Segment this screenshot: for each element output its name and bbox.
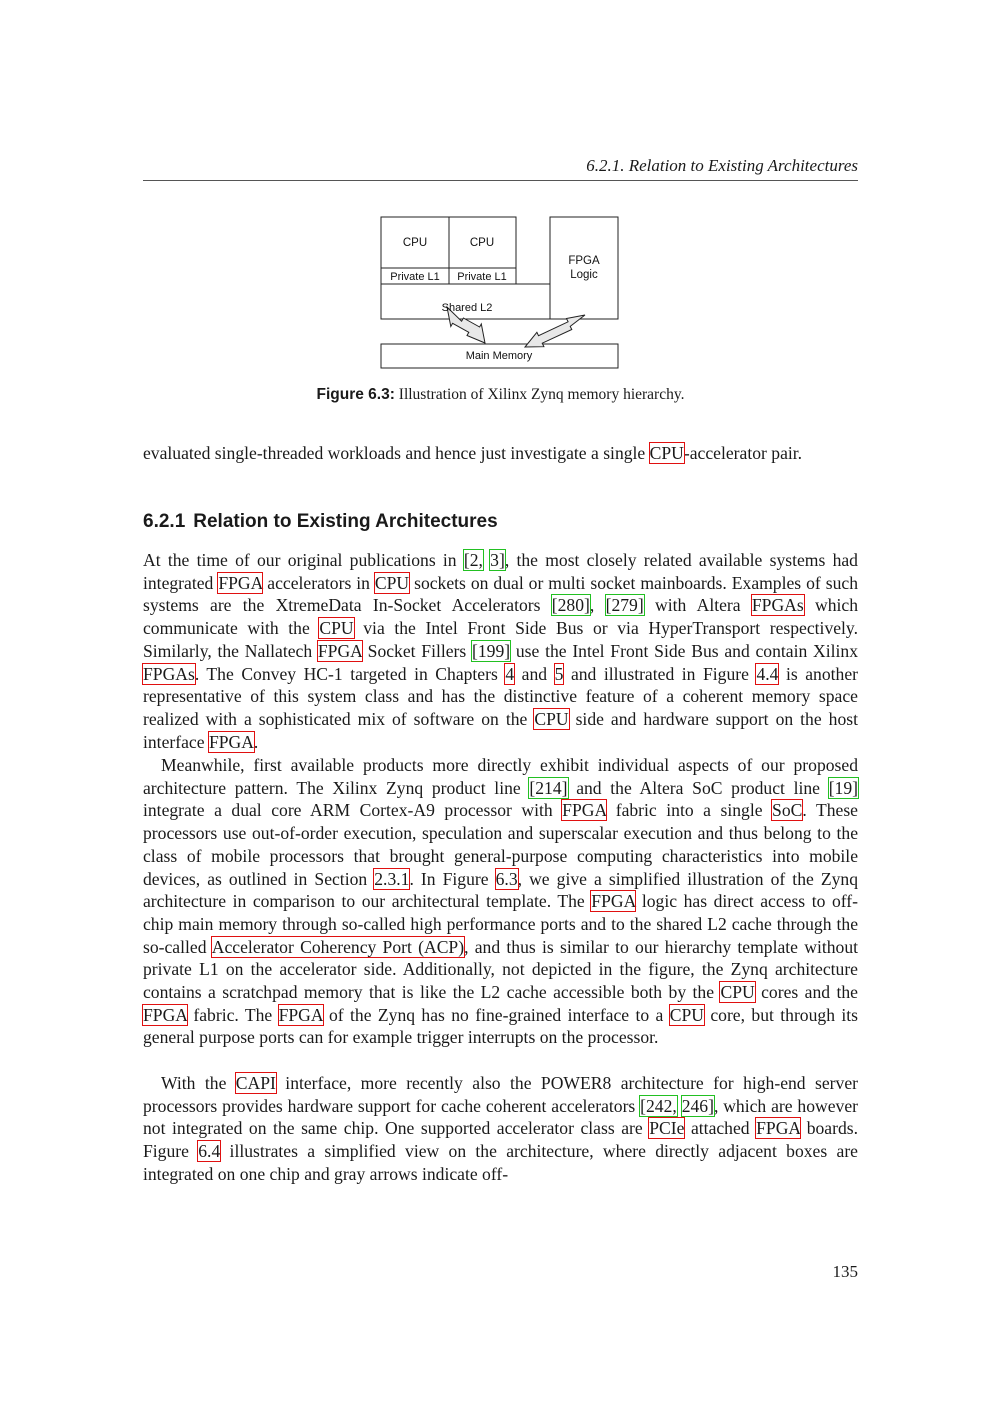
acronym-link[interactable]: CPU: [649, 443, 684, 463]
diagram-svg: [372, 210, 632, 375]
text: evaluated single-threaded workloads and hence just investigate a single: [143, 443, 650, 463]
text: -accelerator pair.: [683, 443, 803, 463]
fpga-memory-arrow: [525, 315, 585, 347]
text: , the most closely related available systems had integrated: [143, 550, 858, 593]
acronym-link[interactable]: CPU: [319, 618, 354, 639]
section-number: 6.2.1: [143, 511, 186, 532]
text: . These processors use out-of-order execution, speculation and superscalar execution and thus belong to the class of mobile processors that brought general-purpose computing characteristics into mobile devices, as outlined in Section: [143, 800, 858, 889]
citation-link[interactable]: [214]: [529, 777, 568, 798]
text: with Altera: [643, 595, 752, 616]
memory-hierarchy-diagram: [372, 210, 632, 380]
l1a-label: Private L1: [390, 271, 440, 283]
acronym-link[interactable]: CPU: [374, 572, 410, 593]
acronym-link[interactable]: FPGA: [143, 1004, 188, 1025]
text: Socket Fillers: [361, 640, 473, 661]
fpga-label-line1: FPGA: [568, 255, 600, 267]
text: .: [253, 731, 259, 752]
continuation-paragraph: [143, 442, 858, 465]
text: integrate a dual core ARM Cortex-A9 processor with: [143, 800, 563, 821]
text: fabric. The: [187, 1004, 279, 1025]
acronym-link[interactable]: FPGA: [218, 572, 263, 593]
acronym-link[interactable]: FPGA: [756, 1118, 801, 1139]
citation-link[interactable]: 246]: [681, 1095, 714, 1116]
acronym-link[interactable]: FPGA: [591, 891, 636, 912]
figure-ref-link[interactable]: 6.4: [198, 1141, 221, 1162]
text: boards. Figure: [143, 1118, 859, 1162]
citation-link[interactable]: [2,: [463, 550, 483, 570]
section-title: Relation to Existing Architectures: [193, 511, 498, 532]
figure-ref-link[interactable]: 4.4: [756, 663, 779, 684]
acronym-link[interactable]: FPGA: [278, 1004, 323, 1025]
text: use the Intel Front Side Bus and contain Xilinx: [510, 640, 858, 661]
paragraph-2: [143, 754, 858, 1049]
citation-link[interactable]: [280]: [551, 595, 590, 616]
l2-label: Shared L2: [441, 302, 493, 314]
acronym-link[interactable]: FPGA: [208, 731, 254, 752]
section-ref-link[interactable]: 2.3.1: [374, 868, 410, 889]
text: interface, more recently also the POWER8 architecture for high-end server processors provides hardware support for cache coherent accelerators: [143, 1073, 858, 1116]
text: ,: [589, 595, 606, 616]
acronym-link[interactable]: FPGA: [317, 640, 362, 661]
citation-link[interactable]: 3]: [490, 550, 505, 570]
citation-link[interactable]: [19]: [828, 777, 858, 798]
chapter-ref-link[interactable]: 5: [554, 663, 564, 684]
figure-ref-link[interactable]: 6.3: [495, 868, 518, 889]
acronym-link[interactable]: CPU: [534, 708, 569, 729]
section-heading: [143, 511, 498, 533]
text: sockets on dual or multi socket mainboards. Examples of such systems are the XtremeData In-Socket Accelerators: [143, 572, 858, 616]
paragraph-1: [143, 549, 858, 753]
text: core, but through its general purpose ports can for example trigger interrupts on the processor.: [143, 1004, 858, 1048]
running-header: 6.2.1. Relation to Existing Architectures: [586, 156, 858, 175]
cpu1-label: CPU: [402, 237, 428, 249]
paragraph-3: [143, 1072, 858, 1186]
text: and the Altera SoC product line: [567, 777, 829, 798]
acronym-link[interactable]: Accelerator Coherency Port (ACP): [211, 936, 465, 957]
text: accelerators in: [262, 572, 375, 593]
acronym-link[interactable]: PCIe: [649, 1118, 685, 1139]
text: is another representative of this system class and has the distinctive feature of a coherent memory space realized with a sophisticated mix of software on the: [143, 663, 859, 729]
figure-caption: [143, 386, 858, 404]
text: With the: [161, 1073, 236, 1093]
fpga-box: [550, 217, 618, 319]
text: illustrates a simplified view on the architecture, where directly adjacent boxes are integrated on one chip and gray arrows indicate off-: [143, 1141, 858, 1184]
memory-label: Main Memory: [465, 350, 533, 362]
text: and illustrated in Figure: [563, 663, 757, 684]
cpu2-label: CPU: [469, 237, 495, 249]
figure-caption-text: Illustration of Xilinx Zynq memory hierarchy.: [394, 386, 685, 403]
acronym-link[interactable]: CPU: [669, 1004, 704, 1025]
figure-caption-label: Figure 6.3:: [316, 386, 395, 403]
text: cores and the: [754, 982, 858, 1003]
acronym-link[interactable]: FPGAs: [751, 595, 804, 616]
l1b-label: Private L1: [457, 271, 507, 283]
text: of the Zynq has no fine-grained interface to a: [322, 1004, 670, 1025]
text: . The Convey HC-1 targeted in Chapters: [194, 663, 506, 684]
acronym-link[interactable]: SoC: [772, 800, 803, 821]
text: logic has direct access to off-chip main memory through so-called high performance ports and to the shared L2 cache through the so-called: [143, 891, 858, 957]
citation-link[interactable]: [199]: [472, 640, 511, 661]
text: , and thus is similar to our hierarchy template without private L1 on the accelerator side. Additionally, not depicted in the figure, the Zynq architecture contains a scratchpad memory that is like the L2 cache accessible both by the: [143, 936, 859, 1003]
text: via the Intel Front Side Bus or via HyperTransport respectively. Similarly, the Nallatech: [143, 618, 858, 661]
citation-link[interactable]: [242,: [640, 1095, 677, 1116]
text: At the time of our original publications in: [143, 550, 464, 570]
text: [677, 1096, 682, 1116]
text: . In Figure: [409, 868, 496, 889]
page-number: 135: [832, 1262, 858, 1281]
acronym-link[interactable]: CPU: [720, 982, 755, 1003]
citation-link[interactable]: [279]: [605, 595, 644, 616]
text: side and hardware support on the host interface: [143, 708, 858, 752]
acronym-link[interactable]: CAPI: [235, 1073, 276, 1093]
text: and: [514, 663, 555, 684]
header-rule: [143, 180, 858, 181]
acronym-link[interactable]: FPGAs: [143, 663, 195, 684]
fpga-label-line2: Logic: [570, 269, 598, 281]
text: Meanwhile, first available products more directly exhibit individual aspects of our proposed architecture pattern. The Xilinx Zynq product line: [143, 755, 858, 798]
text: , which are however not integrated on the same chip. One supported accelerator class are: [143, 1095, 858, 1139]
text: which communicate with the: [143, 595, 858, 639]
chapter-ref-link[interactable]: 4: [505, 663, 515, 684]
text: , we give a simplified illustration of the Zynq architecture in comparison to our architectural template. The: [143, 868, 859, 912]
text: attached: [684, 1118, 757, 1139]
text: fabric into a single: [606, 800, 773, 821]
acronym-link[interactable]: FPGA: [562, 800, 607, 821]
